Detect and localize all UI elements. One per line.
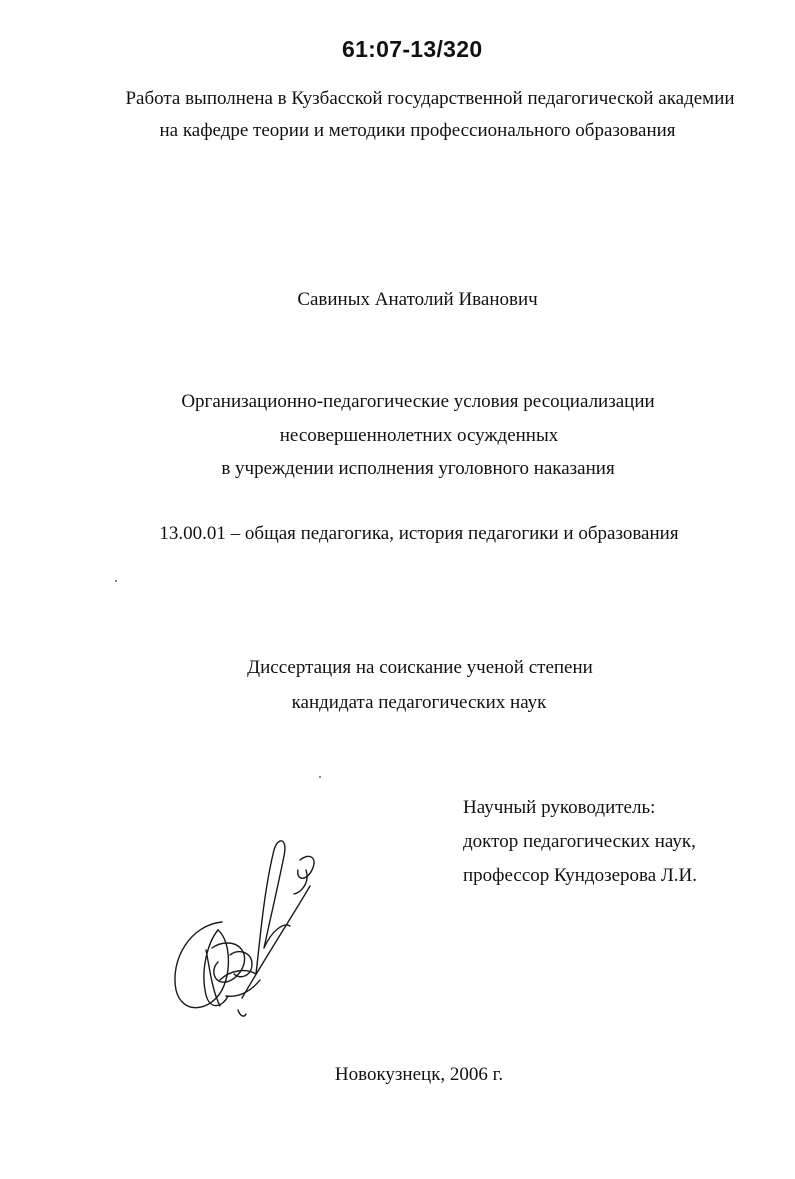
author-name: Савиных Анатолий Иванович bbox=[297, 289, 538, 310]
scan-speck bbox=[115, 580, 117, 582]
supervisor-block bbox=[463, 791, 697, 893]
supervisor-degree: доктор педагогических наук, bbox=[463, 831, 696, 852]
institution-line: Работа выполнена в Кузбасской государственной педагогической академии bbox=[125, 88, 735, 109]
scan-speck bbox=[319, 776, 321, 778]
degree-name: кандидата педагогических наук bbox=[291, 692, 547, 713]
dissertation-title-line: несовершеннолетних осужденных bbox=[279, 425, 559, 446]
supervisor-label: Научный руководитель: bbox=[463, 797, 656, 818]
catalog-number: 61:07-13/320 bbox=[342, 36, 483, 62]
signature-icon bbox=[160, 830, 330, 1030]
dissertation-title-line: Организационно-педагогические условия ресоциализации bbox=[181, 391, 655, 412]
specialty-code: 13.00.01 – общая педагогика, история педагогики и образования bbox=[159, 523, 679, 544]
degree-statement: Диссертация на соискание ученой степени bbox=[247, 657, 593, 678]
city-year: Новокузнецк, 2006 г. bbox=[334, 1064, 504, 1085]
department-line: на кафедре теории и методики профессионального образования bbox=[159, 120, 676, 141]
supervisor-name: профессор Кундозерова Л.И. bbox=[463, 865, 698, 886]
dissertation-title-line: в учреждении исполнения уголовного наказания bbox=[221, 458, 615, 479]
